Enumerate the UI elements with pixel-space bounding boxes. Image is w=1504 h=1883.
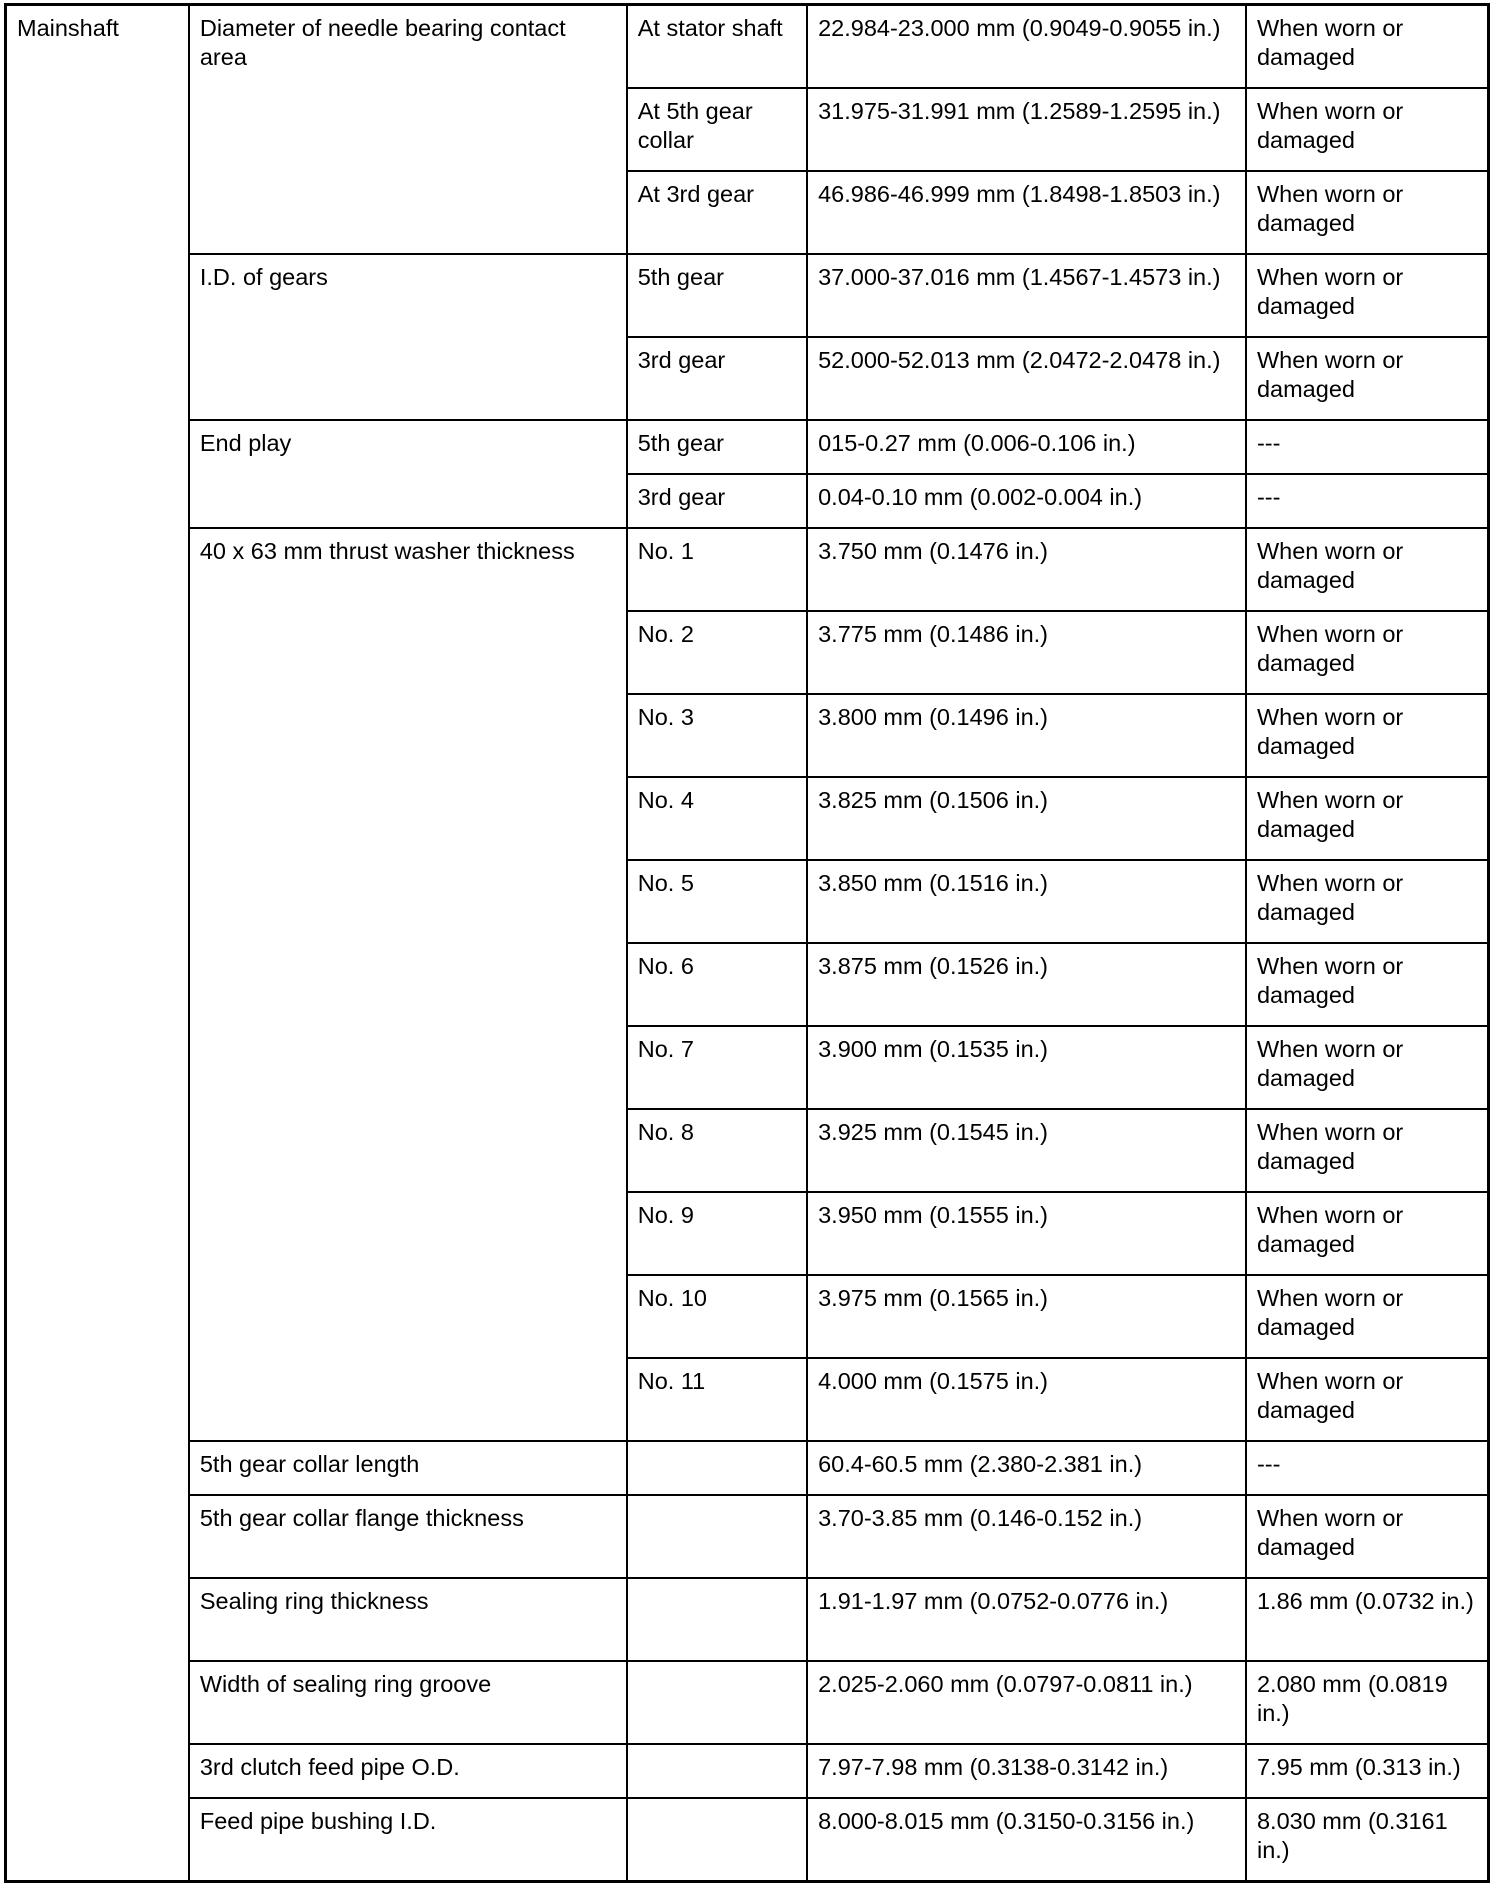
- sub-cell: No. 10: [627, 1275, 807, 1358]
- table-row: [6, 1661, 1489, 1744]
- service-limit-cell: When worn or damaged: [1246, 611, 1489, 694]
- item-cell: End play: [189, 420, 627, 528]
- table-row: [6, 1744, 1489, 1798]
- table-row: [6, 5, 1489, 89]
- service-limit-cell: When worn or damaged: [1246, 694, 1489, 777]
- sub-cell: [627, 1798, 807, 1882]
- standard-value-cell: 3.900 mm (0.1535 in.): [807, 1026, 1246, 1109]
- item-cell: 40 x 63 mm thrust washer thickness: [189, 528, 627, 1441]
- service-limit-cell: 2.080 mm (0.0819 in.): [1246, 1661, 1489, 1744]
- standard-value-cell: 8.000-8.015 mm (0.3150-0.3156 in.): [807, 1798, 1246, 1882]
- sub-cell: At stator shaft: [627, 5, 807, 89]
- sub-cell: No. 9: [627, 1192, 807, 1275]
- mainshaft-spec-table: [4, 3, 1490, 1883]
- sub-cell: No. 7: [627, 1026, 807, 1109]
- standard-value-cell: 37.000-37.016 mm (1.4567-1.4573 in.): [807, 254, 1246, 337]
- sub-cell: 3rd gear: [627, 474, 807, 528]
- standard-value-cell: 3.825 mm (0.1506 in.): [807, 777, 1246, 860]
- sub-cell: 5th gear: [627, 254, 807, 337]
- sub-cell: No. 4: [627, 777, 807, 860]
- service-limit-cell: 7.95 mm (0.313 in.): [1246, 1744, 1489, 1798]
- service-limit-cell: When worn or damaged: [1246, 1192, 1489, 1275]
- standard-value-cell: 46.986-46.999 mm (1.8498-1.8503 in.): [807, 171, 1246, 254]
- service-limit-cell: ---: [1246, 1441, 1489, 1495]
- standard-value-cell: 015-0.27 mm (0.006-0.106 in.): [807, 420, 1246, 474]
- sub-cell: No. 6: [627, 943, 807, 1026]
- item-cell: Feed pipe bushing I.D.: [189, 1798, 627, 1882]
- item-cell: 5th gear collar flange thickness: [189, 1495, 627, 1578]
- item-cell: I.D. of gears: [189, 254, 627, 420]
- standard-value-cell: 3.800 mm (0.1496 in.): [807, 694, 1246, 777]
- standard-value-cell: 2.025-2.060 mm (0.0797-0.0811 in.): [807, 1661, 1246, 1744]
- service-limit-cell: When worn or damaged: [1246, 1109, 1489, 1192]
- table-row: [6, 528, 1489, 611]
- service-limit-cell: When worn or damaged: [1246, 943, 1489, 1026]
- item-cell: Diameter of needle bearing contact area: [189, 5, 627, 255]
- service-limit-cell: When worn or damaged: [1246, 1275, 1489, 1358]
- service-limit-cell: When worn or damaged: [1246, 1358, 1489, 1441]
- service-limit-cell: When worn or damaged: [1246, 860, 1489, 943]
- standard-value-cell: 3.850 mm (0.1516 in.): [807, 860, 1246, 943]
- service-limit-cell: When worn or damaged: [1246, 337, 1489, 420]
- service-limit-cell: When worn or damaged: [1246, 88, 1489, 171]
- sub-cell: [627, 1495, 807, 1578]
- service-limit-cell: 8.030 mm (0.3161 in.): [1246, 1798, 1489, 1882]
- item-cell: 3rd clutch feed pipe O.D.: [189, 1744, 627, 1798]
- service-limit-cell: When worn or damaged: [1246, 171, 1489, 254]
- sub-cell: No. 5: [627, 860, 807, 943]
- service-limit-cell: 1.86 mm (0.0732 in.): [1246, 1578, 1489, 1661]
- service-limit-cell: When worn or damaged: [1246, 528, 1489, 611]
- section-label-cell: Mainshaft: [6, 5, 189, 1882]
- sub-cell: [627, 1441, 807, 1495]
- standard-value-cell: 3.775 mm (0.1486 in.): [807, 611, 1246, 694]
- standard-value-cell: 31.975-31.991 mm (1.2589-1.2595 in.): [807, 88, 1246, 171]
- service-limit-cell: ---: [1246, 420, 1489, 474]
- standard-value-cell: 3.750 mm (0.1476 in.): [807, 528, 1246, 611]
- sub-cell: At 3rd gear: [627, 171, 807, 254]
- table-row: [6, 1441, 1489, 1495]
- sub-cell: At 5th gear collar: [627, 88, 807, 171]
- sub-cell: 3rd gear: [627, 337, 807, 420]
- sub-cell: No. 8: [627, 1109, 807, 1192]
- standard-value-cell: 3.925 mm (0.1545 in.): [807, 1109, 1246, 1192]
- standard-value-cell: 52.000-52.013 mm (2.0472-2.0478 in.): [807, 337, 1246, 420]
- service-limit-cell: ---: [1246, 474, 1489, 528]
- sub-cell: 5th gear: [627, 420, 807, 474]
- standard-value-cell: 0.04-0.10 mm (0.002-0.004 in.): [807, 474, 1246, 528]
- item-cell: Sealing ring thickness: [189, 1578, 627, 1661]
- table-row: [6, 254, 1489, 337]
- sub-cell: No. 2: [627, 611, 807, 694]
- standard-value-cell: 22.984-23.000 mm (0.9049-0.9055 in.): [807, 5, 1246, 89]
- table-row: [6, 1578, 1489, 1661]
- sub-cell: [627, 1661, 807, 1744]
- standard-value-cell: 1.91-1.97 mm (0.0752-0.0776 in.): [807, 1578, 1246, 1661]
- standard-value-cell: 3.70-3.85 mm (0.146-0.152 in.): [807, 1495, 1246, 1578]
- standard-value-cell: 3.875 mm (0.1526 in.): [807, 943, 1246, 1026]
- standard-value-cell: 4.000 mm (0.1575 in.): [807, 1358, 1246, 1441]
- service-limit-cell: When worn or damaged: [1246, 5, 1489, 89]
- service-limit-cell: When worn or damaged: [1246, 1495, 1489, 1578]
- service-limit-cell: When worn or damaged: [1246, 254, 1489, 337]
- service-limit-cell: When worn or damaged: [1246, 1026, 1489, 1109]
- standard-value-cell: 60.4-60.5 mm (2.380-2.381 in.): [807, 1441, 1246, 1495]
- table-row: [6, 1798, 1489, 1882]
- sub-cell: [627, 1744, 807, 1798]
- item-cell: 5th gear collar length: [189, 1441, 627, 1495]
- sub-cell: [627, 1578, 807, 1661]
- sub-cell: No. 3: [627, 694, 807, 777]
- table-row: [6, 1495, 1489, 1578]
- item-cell: Width of sealing ring groove: [189, 1661, 627, 1744]
- standard-value-cell: 7.97-7.98 mm (0.3138-0.3142 in.): [807, 1744, 1246, 1798]
- standard-value-cell: 3.950 mm (0.1555 in.): [807, 1192, 1246, 1275]
- standard-value-cell: 3.975 mm (0.1565 in.): [807, 1275, 1246, 1358]
- sub-cell: No. 1: [627, 528, 807, 611]
- sub-cell: No. 11: [627, 1358, 807, 1441]
- service-limit-cell: When worn or damaged: [1246, 777, 1489, 860]
- table-row: [6, 420, 1489, 474]
